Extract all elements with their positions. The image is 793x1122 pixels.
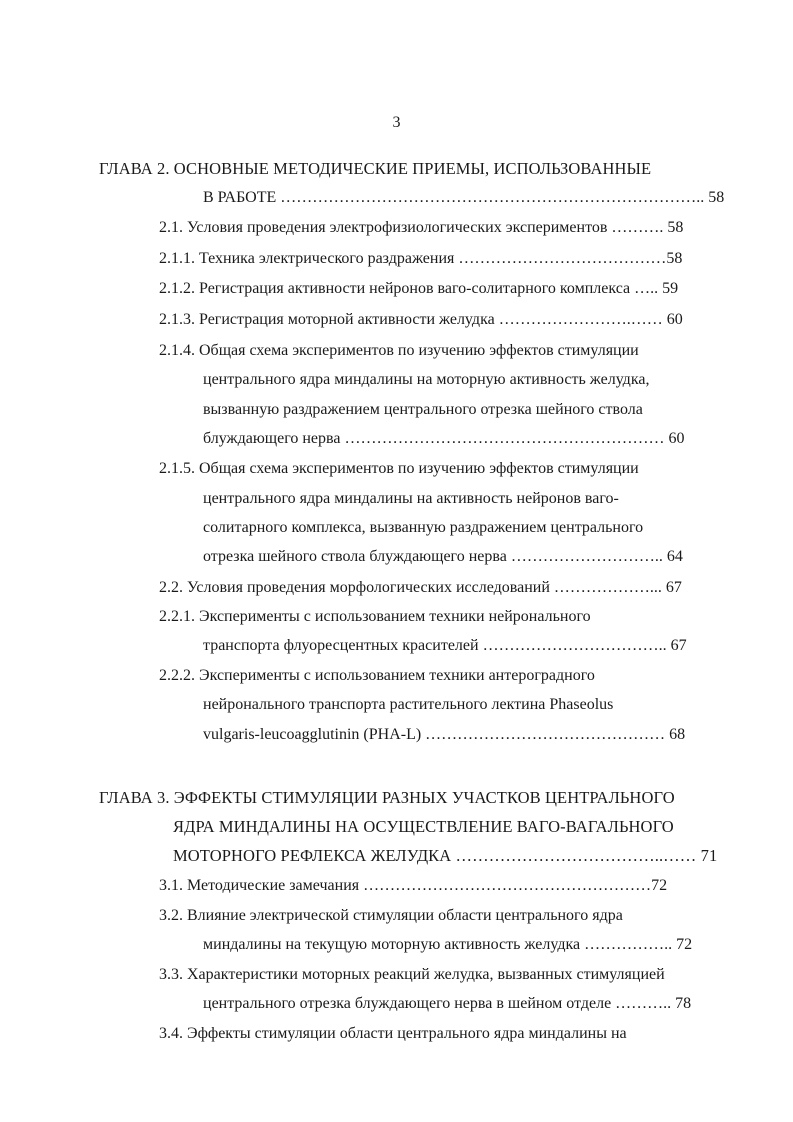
toc-entry: 2.2.1. Эксперименты с использованием техники нейронального	[159, 608, 591, 625]
toc-entry-continuation: блуждающего нерва …………………………………………………… 60	[203, 430, 685, 447]
toc-entry-continuation: вызванную раздражением центрального отрезка шейного ствола	[203, 401, 643, 418]
toc-entry: 2.1.1. Техника электрического раздражения …………………………………58	[159, 250, 683, 267]
toc-entry: 2.2. Условия проведения морфологических исследований ………………... 67	[159, 579, 682, 596]
toc-chapter-3-heading-continuation: ЯДРА МИНДАЛИНЫ НА ОСУЩЕСТВЛЕНИЕ ВАГО-ВАГАЛЬНОГО	[173, 817, 674, 836]
toc-entry-continuation: vulgaris-leucoagglutinin (PHA-L) ……………………………………… 68	[203, 726, 686, 743]
toc-entry: 3.4. Эффекты стимуляции области центрального ядра миндалины на	[159, 1025, 627, 1042]
toc-chapter-2-heading: ГЛАВА 2. ОСНОВНЫЕ МЕТОДИЧЕСКИЕ ПРИЕМЫ, ИСПОЛЬЗОВАННЫЕ	[99, 159, 652, 178]
toc-entry-continuation: центрального ядра миндалины на моторную активность желудка,	[203, 371, 650, 388]
toc-entry: 2.2.2. Эксперименты с использованием техники антероградного	[159, 667, 595, 684]
toc-entry: 2.1.4. Общая схема экспериментов по изучению эффектов стимуляции	[159, 342, 639, 359]
toc-entry-continuation: отрезка шейного ствола блуждающего нерва ……………………….. 64	[203, 548, 683, 565]
toc-entry-continuation: центрального отрезка блуждающего нерва в шейном отделе ……….. 78	[203, 995, 692, 1012]
toc-entry-continuation: нейронального транспорта растительного лектина Phaseolus	[203, 696, 614, 713]
toc-entry: 3.3. Характеристики моторных реакций желудка, вызванных стимуляцией	[159, 966, 665, 983]
toc-entry: 2.1.5. Общая схема экспериментов по изучению эффектов стимуляции	[159, 460, 639, 477]
toc-entry: 3.2. Влияние электрической стимуляции области центрального ядра	[159, 907, 623, 924]
toc-entry-continuation: солитарного комплекса, вызванную раздражением центрального	[203, 519, 644, 536]
toc-entry: 2.1.2. Регистрация активности нейронов ваго-солитарного комплекса ….. 59	[159, 280, 679, 297]
toc-entry-continuation: транспорта флуоресцентных красителей …………………………….. 67	[203, 637, 687, 654]
toc-chapter-3-heading: ГЛАВА 3. ЭФФЕКТЫ СТИМУЛЯЦИИ РАЗНЫХ УЧАСТКОВ ЦЕНТРАЛЬНОГО	[99, 788, 675, 807]
toc-entry-continuation: миндалины на текущую моторную активность желудка …………….. 72	[203, 936, 693, 953]
toc-entry: В РАБОТЕ …………………………………………………………………….. 58	[203, 189, 725, 206]
toc-entry: 2.1. Условия проведения электрофизиологических экспериментов ………. 58	[159, 219, 684, 236]
toc-entry-continuation: центрального ядра миндалины на активность нейронов ваго-	[203, 490, 619, 507]
toc-entry: 3.1. Методические замечания ………………………………………………72	[159, 877, 668, 894]
toc-entry: 2.1.3. Регистрация моторной активности желудка …………………….…… 60	[159, 311, 683, 328]
toc-chapter-3-heading-continuation: МОТОРНОГО РЕФЛЕКСА ЖЕЛУДКА ………………………………..…… 71	[173, 846, 718, 865]
page-number: 3	[392, 114, 401, 131]
